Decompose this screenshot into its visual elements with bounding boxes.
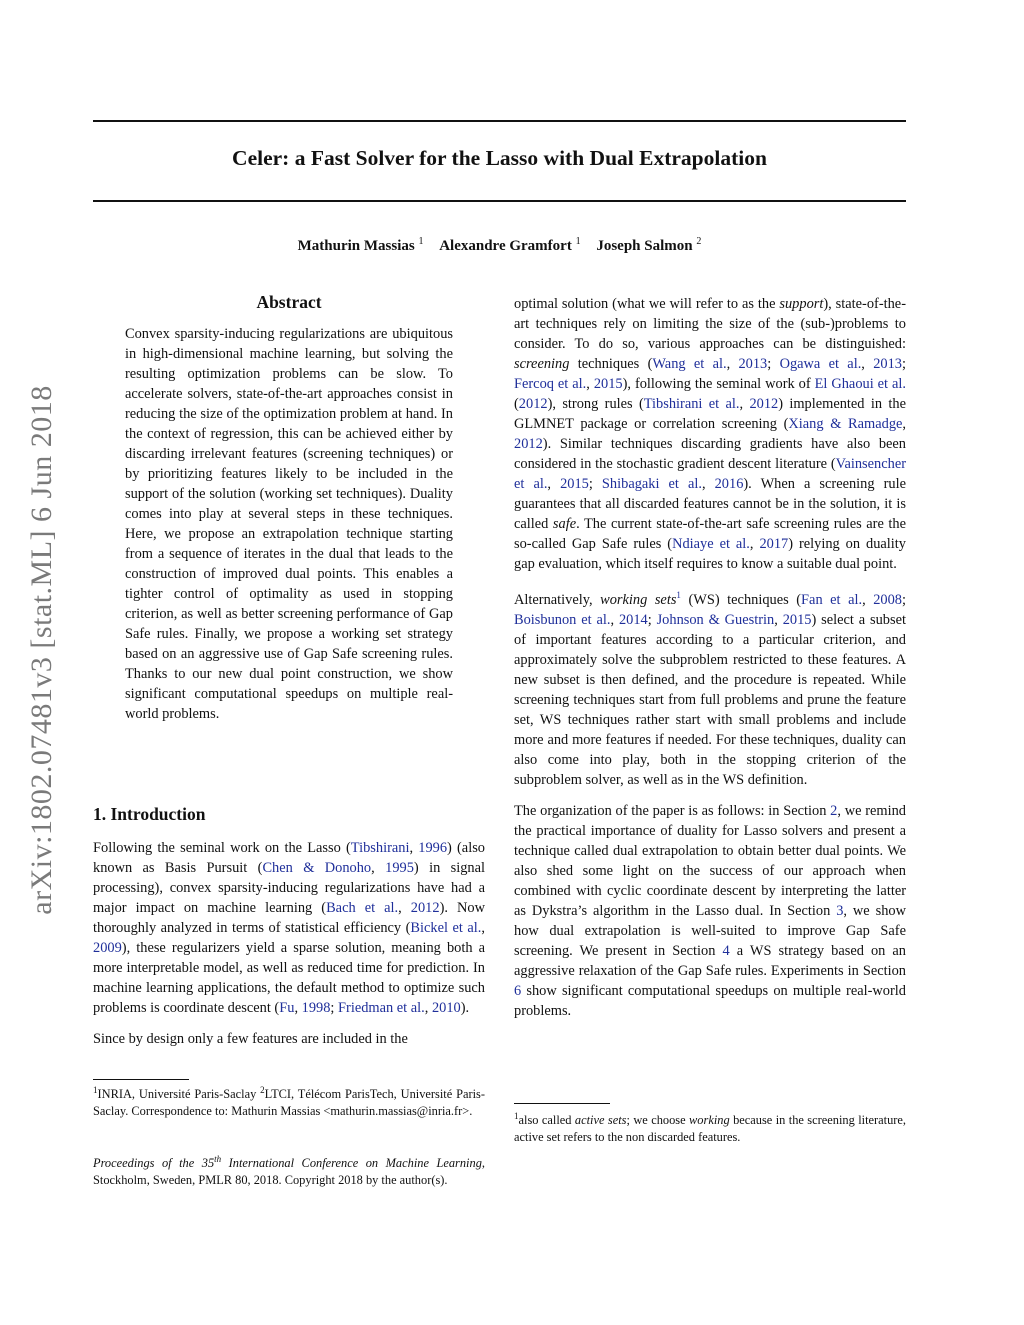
citation-link[interactable]: Fu bbox=[279, 1000, 295, 1016]
citation-link[interactable]: 2012 bbox=[749, 396, 779, 412]
citation-link[interactable]: 2017 bbox=[759, 536, 789, 552]
section-link[interactable]: 4 bbox=[722, 942, 730, 959]
author-1: Mathurin Massias $^1$ bbox=[297, 236, 424, 254]
citation-link[interactable]: Bach et al. bbox=[326, 900, 399, 916]
citation-link[interactable]: 2014 bbox=[618, 611, 648, 628]
arxiv-watermark: arXiv:1802.07481v3 [stat.ML] 6 Jun 2018 bbox=[25, 385, 58, 915]
citation-link[interactable]: Wang et al. bbox=[652, 356, 727, 372]
citation-link[interactable]: Bickel et al. bbox=[410, 920, 482, 936]
section-heading-introduction: 1. Introduction bbox=[93, 804, 206, 824]
abstract-heading: Abstract bbox=[256, 292, 322, 312]
working-sets-footnote: $^1$also called active sets; we choose working because in the screening literature, active set refers to the non discarded features. bbox=[514, 1111, 907, 1144]
author-2: Alexandre Gramfort $^1$ bbox=[439, 236, 581, 254]
citation-link[interactable]: 2012 bbox=[518, 396, 548, 412]
citation-link[interactable]: Tibshirani et al. bbox=[643, 396, 740, 412]
citation-link[interactable]: 2015 bbox=[782, 611, 812, 628]
right-column-text bbox=[514, 294, 906, 1032]
citation-link[interactable]: Ogawa et al. bbox=[779, 356, 862, 372]
intro-paragraph-5: The organization of the paper is as follows: in Section 2, we remind the practical importance of duality for Lasso solvers and present a technique called dual extrapolation to obtain better dual points. We also shed some light on the success of our approach when combined with cyclic coordinate descent by interpreting the latter as Dykstra’s algorithm in the Lasso dual. In Section 3, we show how dual extrapolation is well-suited to improve Gap Safe screening. We present in Section 4 a WS strategy based on an aggressive relaxation of the Gap Safe rules. Experiments in Section 6 show significant computational speedups on multiple real-world problems. bbox=[514, 802, 906, 1019]
citation-link[interactable]: Boisbunon et al. bbox=[514, 611, 611, 628]
citation-link[interactable]: 2015 bbox=[560, 476, 589, 492]
citation-link[interactable]: Vainsencher et al. bbox=[514, 456, 906, 492]
intro-paragraph-1: Following the seminal work on the Lasso (Tibshirani, 1996) (also known as Basis Pursuit (Chen & Donoho, 1995) in signal processing), convex sparsity-inducing regularizations have had a major impact on machine learning (Bach et al., 2012). Now thoroughly analyzed in terms of statistical efficiency (Bickel et al., 2009), these regularizers yield a sparse solution, meaning both a more interpretable model, as well as reduced time for prediction. In machine learning applications, the default method to optimize such problems is coordinate descent (Fu, 1998; Friedman et al., 2010). bbox=[93, 840, 486, 1016]
proceedings-note: Proceedings of the 35th International Conference on Machine Learning, Stockholm, Sweden, PMLR 80, 2018. Copyright 2018 by the author(s). bbox=[93, 1154, 485, 1187]
title-rule-bottom bbox=[93, 200, 906, 202]
citation-link[interactable]: 2012 bbox=[410, 900, 440, 916]
citation-link[interactable]: 1995 bbox=[385, 860, 414, 876]
citation-link[interactable]: 1998 bbox=[301, 1000, 331, 1016]
citation-link[interactable]: Shibagaki et al. bbox=[601, 476, 702, 492]
footnote-rule-right bbox=[514, 1103, 610, 1104]
citation-link[interactable]: Fercoq et al. bbox=[514, 376, 587, 392]
section-link[interactable]: 3 bbox=[836, 902, 844, 919]
citation-link[interactable]: 2016 bbox=[714, 476, 744, 492]
citation-link[interactable]: Tibshirani bbox=[350, 840, 410, 856]
citation-link[interactable]: 2013 bbox=[873, 356, 902, 372]
author-list bbox=[93, 236, 906, 255]
title-rule-top bbox=[93, 120, 906, 122]
citation-link[interactable]: Chen & Donoho bbox=[262, 860, 372, 876]
citation-link[interactable]: Xiang & Ramadge bbox=[788, 416, 903, 432]
citation-link[interactable]: 1996 bbox=[418, 840, 448, 856]
footnote-rule-left bbox=[93, 1079, 189, 1080]
footnote-marker[interactable]: 1 bbox=[676, 590, 681, 600]
section-link[interactable]: 6 bbox=[514, 982, 522, 999]
affiliation-footnote: $^1$INRIA, Université Paris-Saclay $^2$LTCI, Télécom ParisTech, Université Paris-Saclay. Correspondence to: Mathurin Massias <mathurin.massias@inria.fr>. bbox=[93, 1085, 486, 1118]
intro-paragraph-4: Alternatively, working sets$^1$ (WS) techniques (Fan et al., 2008; Boisbunon et al., 2014; Johnson & Guestrin, 2015) select a subset of important features according to a particular criterion, and approximately solve the subproblem restricted to these features. A new subset is then defined, and the procedure is repeated. While screening techniques start from full problems and prune the feature set, WS techniques rather start with small problems and include more and more features if needed. For these techniques, duality can also come into play, both in the stopping criterion of the subproblem solver, as well as in the WS definition. bbox=[514, 590, 906, 788]
intro-paragraph-2: Since by design only a few features are included in the bbox=[93, 1031, 408, 1047]
abstract-text: Convex sparsity-inducing regularizations are ubiquitous in high-dimensional machine learning, but solving the resulting optimization problems can be slow. To accelerate solvers, state-of-the-art approaches consist in reducing the size of the optimization problem at hand. In the context of regression, this can be achieved either by discarding irrelevant features (screening techniques) or by prioritizing features likely to be included in the support of the solution (working set techniques). Duality comes into play at several steps in these techniques. Here, we propose an extrapolation technique starting from a sequence of iterates in the dual that leads to the construction of improved dual points. This enables a tighter control of optimality as used in stopping criterion, as well as better screening performance of Gap Safe rules. Finally, we propose a working set strategy based on an aggressive use of Gap Safe screening rules. Thanks to our new dual point construction, we show significant computational speedups on multiple real-world problems. bbox=[125, 326, 453, 722]
citation-link[interactable]: El Ghaoui et al. bbox=[814, 376, 906, 392]
citation-link[interactable]: 2009 bbox=[93, 940, 122, 956]
citation-link[interactable]: 2008 bbox=[873, 591, 902, 608]
citation-link[interactable]: Fan et al. bbox=[801, 591, 863, 608]
author-3: Joseph Salmon $^2$ bbox=[596, 236, 702, 254]
intro-paragraph-3: optimal solution (what we will refer to as the support), state-of-the-art techniques rely on limiting the size of the (sub-)problems to consider. To do so, various approaches can be distinguished: screening techniques (Wang et al., 2013; Ogawa et al., 2013; Fercoq et al., 2015), following the seminal work of El Ghaoui et al. (2012), strong rules (Tibshirani et al., 2012) implemented in the GLMNET package or correlation screening (Xiang & Ramadge, 2012). Similar techniques discarding gradients have also been considered in the stochastic gradient descent literature (Vainsencher et al., 2015; Shibagaki et al., 2016). When a screening rule guarantees that all discarded features cannot be in the solution, it is called safe. The current state-of-the-art safe screening rules are the so-called Gap Safe rules (Ndiaye et al., 2017) relying on duality gap evaluation, which itself requires to know a suitable dual point. bbox=[514, 296, 907, 572]
section-link[interactable]: 2 bbox=[830, 802, 838, 819]
citation-link[interactable]: 2012 bbox=[514, 436, 543, 452]
citation-link[interactable]: 2010 bbox=[431, 1000, 461, 1016]
citation-link[interactable]: 2013 bbox=[738, 356, 768, 372]
citation-link[interactable]: Johnson & Guestrin bbox=[656, 611, 775, 628]
citation-link[interactable]: Friedman et al. bbox=[338, 1000, 425, 1016]
citation-link[interactable]: 2015 bbox=[593, 376, 623, 392]
left-column-text bbox=[93, 838, 485, 1060]
paper-title: Celer: a Fast Solver for the Lasso with Dual Extrapolation bbox=[232, 146, 767, 170]
citation-link[interactable]: Ndiaye et al. bbox=[672, 536, 750, 552]
